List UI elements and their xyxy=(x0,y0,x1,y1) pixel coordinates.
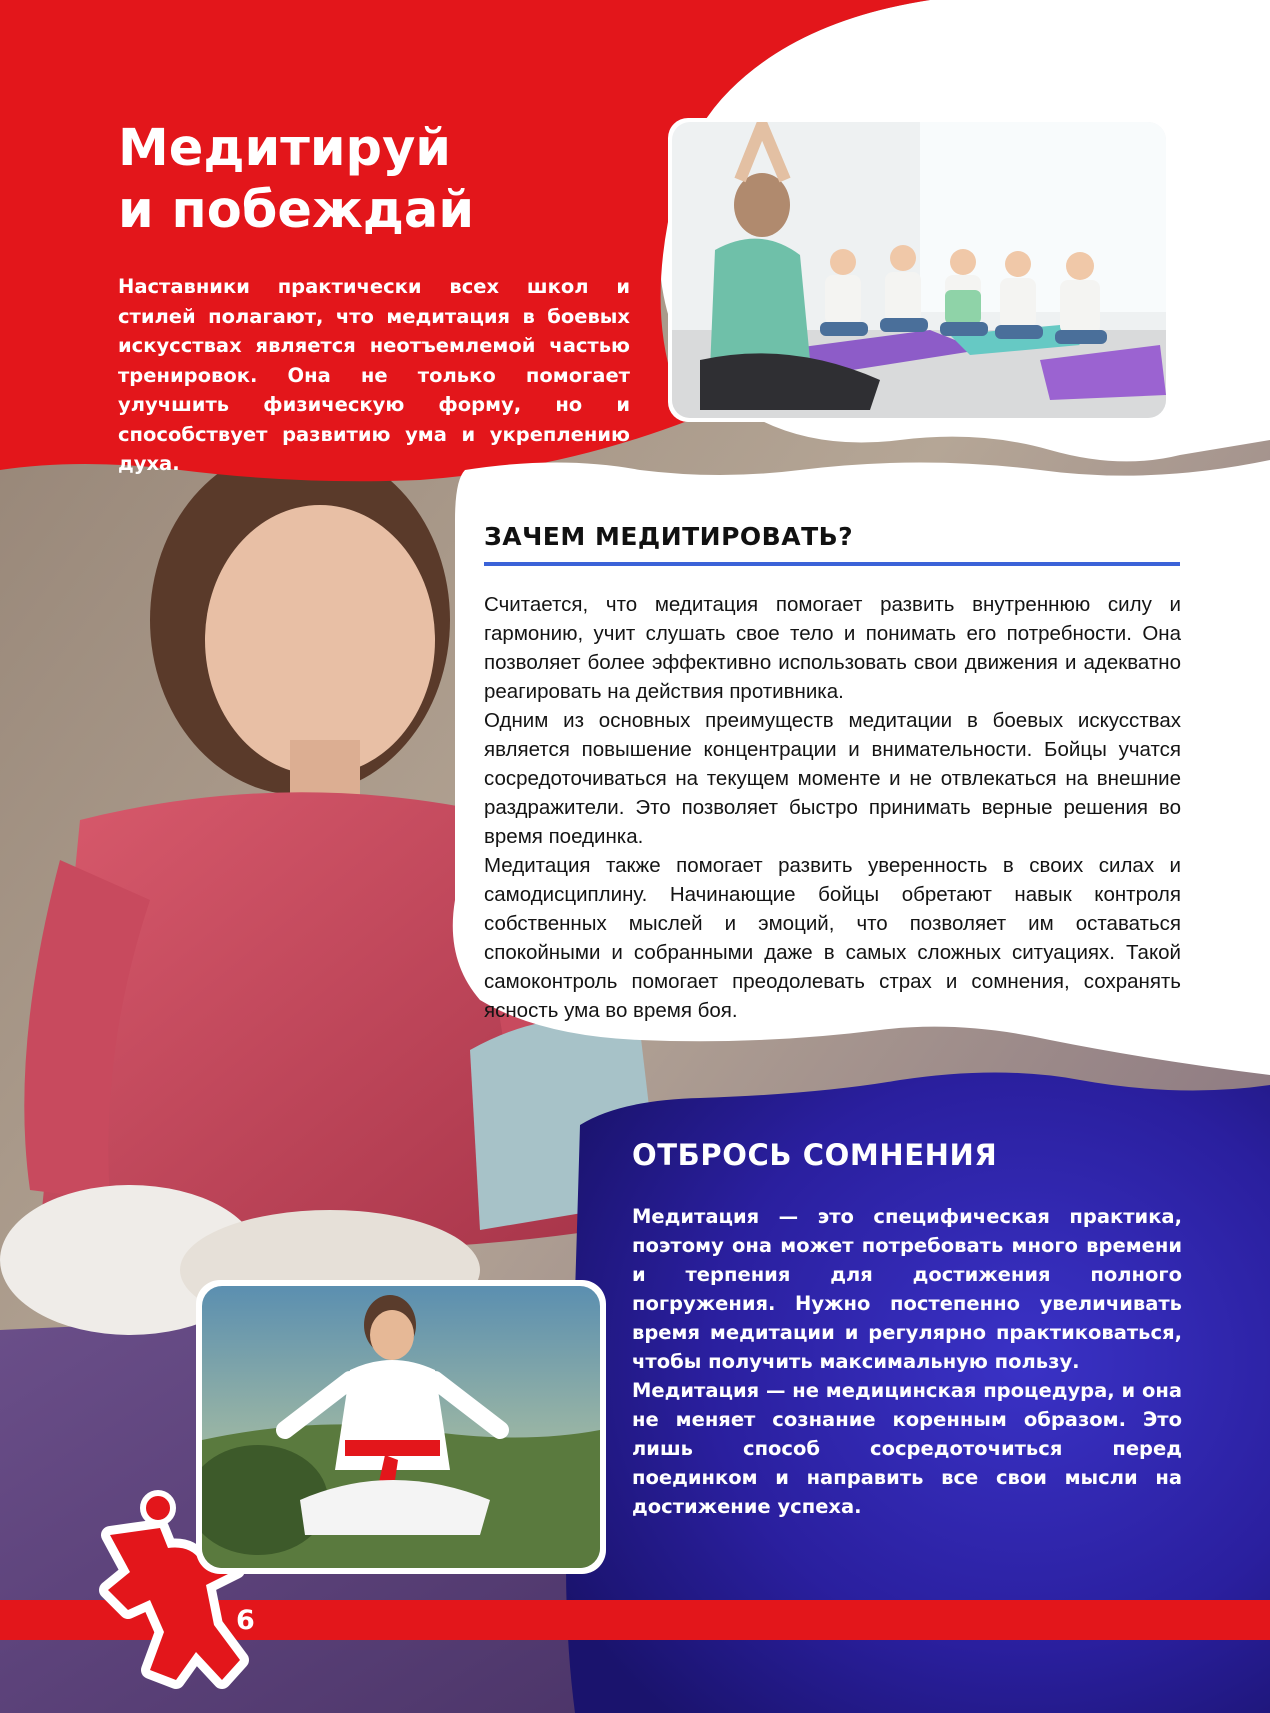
purple-mat xyxy=(0,1300,660,1713)
title-line-1: Медитируй xyxy=(118,119,452,178)
doubt-paragraph-1: Медитация — это специфическая практика, поэтому она может потребовать много времени и терпения для достижения полного погружения. Нужно постепенно увеличивать время медитации и регулярно практиковаться, чтобы получить максимальную пользу. xyxy=(632,1205,1182,1373)
why-meditate-heading: ЗАЧЕМ МЕДИТИРОВАТЬ? xyxy=(484,522,854,551)
intro-paragraph: Наставники практически всех школ и стилей полагают, что медитация в боевых искусствах является неотъемлемой частью тренировок. Она не только помогает улучшить физическую форму, но и способствует развитию ума и укреплению духа. xyxy=(118,275,630,475)
why-paragraph-1: Считается, что медитация помогает развить внутреннюю силу и гармонию, учит слушать свое тело и понимать его потребности. Она позволяет более эффективно использовать свои движения и адекватно реагировать на действия противника. xyxy=(484,593,1181,703)
page-number: 6 xyxy=(236,1605,255,1636)
why-meditate-body xyxy=(484,590,1181,1025)
page-title xyxy=(118,118,638,242)
discard-doubts-body xyxy=(632,1202,1182,1521)
why-paragraph-2: Одним из основных преимуществ медитации в боевых искусствах является повышение концентрации и внимательности. Бойцы учатся сосредоточиваться на текущем моменте и не отвлекаться на внешние раздражители. Это позволяет быстро принимать верные решения во время поединка. xyxy=(484,709,1181,848)
heading-underline xyxy=(484,562,1180,566)
discard-doubts-heading: ОТБРОСЬ СОМНЕНИЯ xyxy=(632,1138,998,1172)
title-line-2: и побеждай xyxy=(118,181,475,240)
why-paragraph-3: Медитация также помогает развить уверенность в своих силах и самодисциплину. Начинающие бойцы обретают навык контроля собственных мыслей и эмоций, что позволяет им оставаться спокойными и собранными даже в самых сложных ситуациях. Такой самоконтроль помогает преодолевать страх и сомнения, сохранять ясность ума во время боя. xyxy=(484,854,1181,1022)
girl-face xyxy=(205,505,435,775)
doubt-paragraph-2: Медитация — не медицинская процедура, и она не меняет сознание коренным образом. Это лишь способ сосредоточиться перед поединком и направить все свои мысли на достижение успеха. xyxy=(632,1379,1182,1518)
